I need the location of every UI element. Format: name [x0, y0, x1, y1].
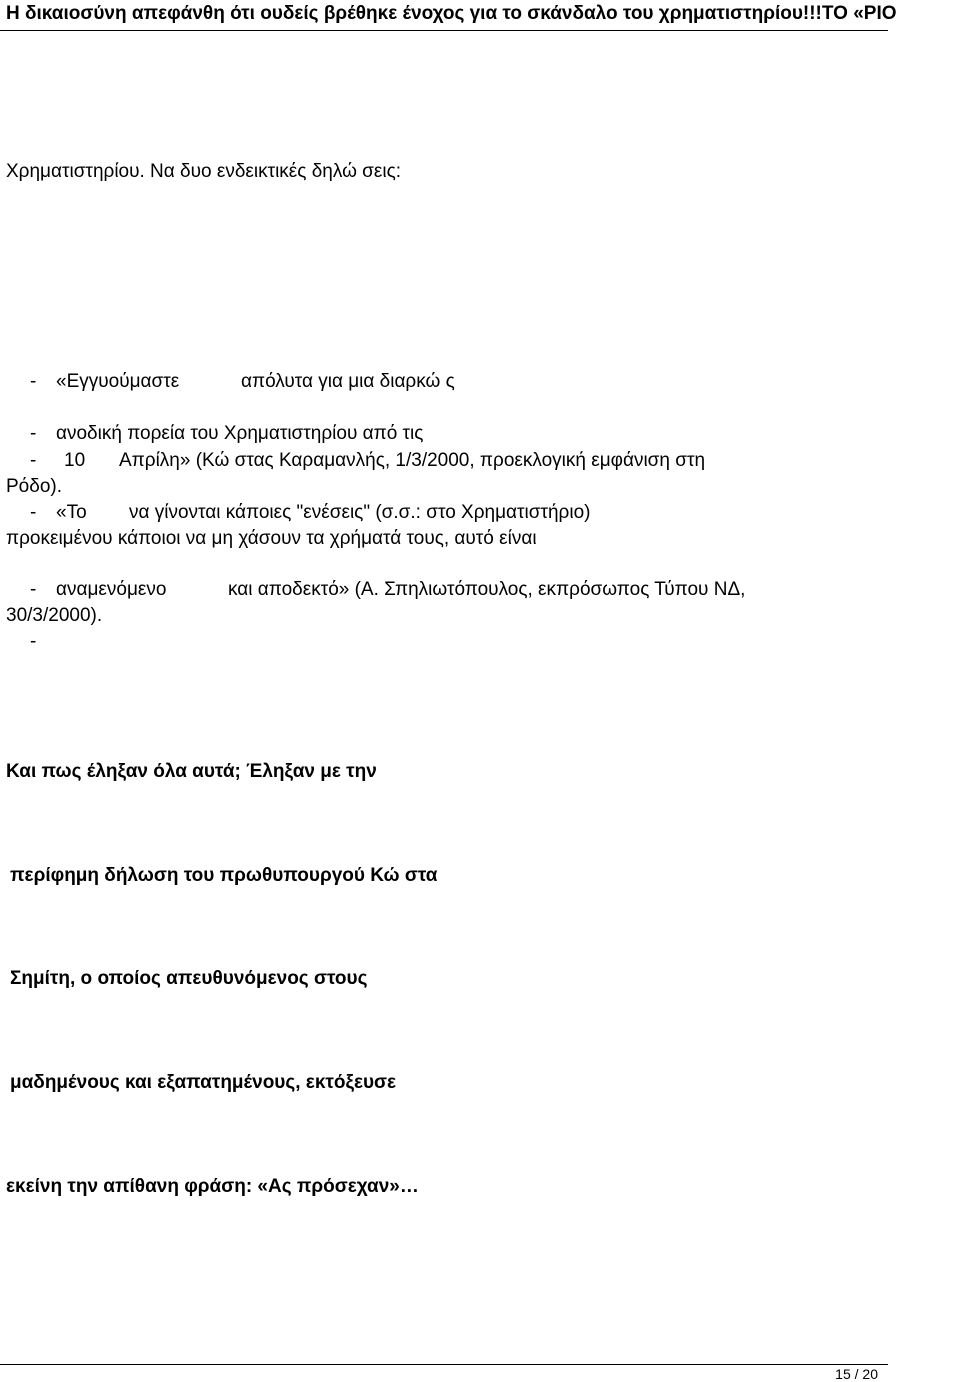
footer-divider	[0, 1364, 888, 1365]
page-number: 15 / 20	[835, 1366, 878, 1382]
quote-1-part1: «Εγγυούμαστε	[56, 371, 180, 392]
body-line-3: Σημίτη, ο οποίος απευθυνόμενος στους	[10, 968, 368, 989]
quote-dash: -	[30, 502, 37, 523]
header-divider	[0, 30, 888, 31]
quote-3-number: 10	[64, 450, 86, 471]
quote-5-part1: αναμενόμενο	[56, 579, 167, 600]
intro-paragraph: Χρηματιστηρίου. Να δυο ενδεικτικές δηλώ σεις:	[6, 161, 402, 182]
quote-1-part2: απόλυτα για μια διαρκώ ς	[241, 371, 455, 392]
quote-4-continuation: προκειμένου κάποιοι να μη χάσουν τα χρήματά τους, αυτό είναι	[6, 528, 537, 549]
quote-dash: -	[30, 631, 37, 652]
body-line-2: περίφημη δήλωση του πρωθυπουργού Κώ στα	[10, 865, 438, 886]
quote-5-continuation: 30/3/2000).	[6, 605, 103, 626]
body-line-4: μαδημένους και εξαπατημένους, εκτόξευσε	[10, 1072, 397, 1093]
quote-5-part2: και αποδεκτό» (Α. Σπηλιωτόπουλος, εκπρόσωπος Τύπου ΝΔ,	[228, 579, 746, 600]
quote-dash: -	[30, 579, 37, 600]
quote-2: ανοδική πορεία του Χρηματιστηρίου από τις	[56, 423, 424, 444]
document-header-title: Η δικαιοσύνη απεφάνθη ότι ουδείς βρέθηκε ένοχος για το σκάνδαλο του χρηματιστηρίου!!!ΤΟ «ΡΙΟ	[6, 3, 897, 24]
quote-dash: -	[30, 371, 37, 392]
quote-dash: -	[30, 423, 37, 444]
body-line-1: Και πως έληξαν όλα αυτά; Έληξαν με την	[6, 761, 377, 782]
quote-dash: -	[30, 450, 37, 471]
quote-3-continuation: Ρόδο).	[6, 476, 62, 497]
body-line-5: εκείνη την απίθανη φράση: «Ας πρόσεχαν»…	[6, 1176, 419, 1197]
quote-4-part2: να γίνονται κάποιες "ενέσεις" (σ.σ.: στο Χρηματιστήριο)	[129, 502, 591, 523]
quote-4-part1: «Το	[56, 502, 87, 523]
quote-3-text: Απρίλη» (Κώ στας Καραμανλής, 1/3/2000, προεκλογική εμφάνιση στη	[119, 450, 706, 471]
